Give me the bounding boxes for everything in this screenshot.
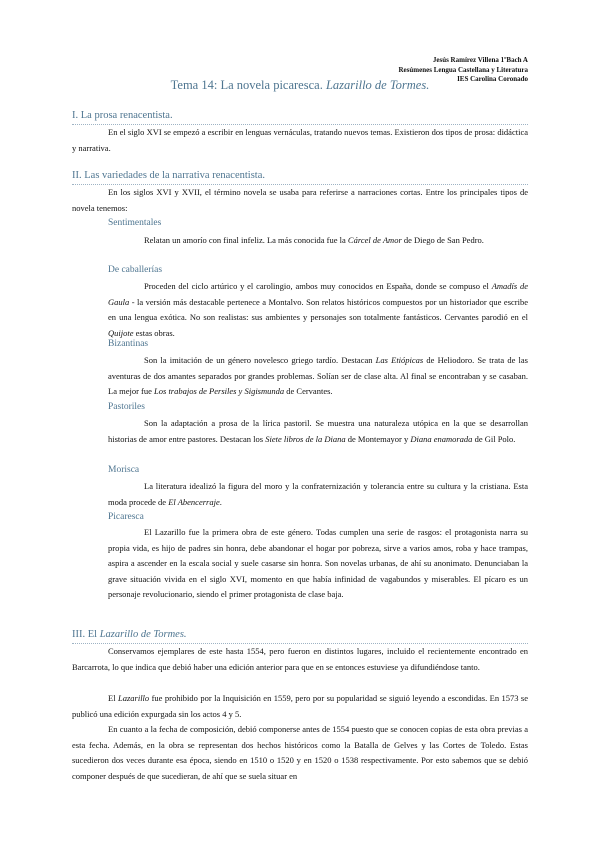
section-2-paragraph: En los siglos XVI y XVII, el término novela se usaba para referirse a narraciones cortas. Entre los principales tipos de novela tenemos: [72, 187, 528, 213]
subheading-picaresca: Picaresca [108, 512, 144, 522]
section-3-paragraph-2: El Lazarillo fue prohibido por la Inquisición en 1559, pero por su popularidad se siguió leyendo a escondidas. En 1573 se publicó una edición expurgada sin los actos 4 y 5. [72, 693, 528, 719]
section-3-paragraph-3: En cuanto a la fecha de composición, debió componerse antes de 1554 puesto que se conocen copias de esta obra previas a esta fecha. Además, en la obra se representan dos hechos históricos como la Batalla de Gelves y las Cortes de Toledo. Estas sucedieron dos veces durante esa época, siendo en 1510 o 1520 y en 1520 o 1538 respectivamente. Por esto sabemos que se debió componer después de que sucedieran, de ahí que se suela situar en [72, 724, 528, 781]
title-work: Lazarillo de Tormes. [325, 78, 430, 92]
title-main: Tema 14: La novela picaresca. [170, 78, 323, 92]
section-3-paragraph-1: Conservamos ejemplares de este hasta 1554, pero fueron en distintos lugares, incluido el recientemente encontrado en Barcarrota, lo que indica que debió haber una edición anterior para que en se entonces estuviese ya difundiéndose tanto. [72, 646, 528, 672]
header-school: IES Carolina Coronado [457, 75, 528, 83]
header-subject: Resúmenes Lengua Castellana y Literatura [398, 65, 528, 74]
section-1-heading: I. La prosa renacentista. [72, 110, 173, 121]
page-title [0, 78, 600, 93]
paragraph-sentimentales: Relatan un amorío con final infeliz. La más conocida fue la Cárcel de Amor de Diego de San Pedro. [144, 235, 484, 245]
paragraph-morisca: La literatura idealizó la figura del moro y la confraternización y tolerancia entre su cultura y la cristiana. Esta moda procede de El Abencerraje. [108, 481, 528, 507]
header-author: Jesús Ramírez Villena 1ºBach A [432, 56, 528, 64]
paragraph-pastoriles: Son la adaptación a prosa de la lírica pastoril. Se muestra una naturaleza utópica en la que se desarrollan historias de amor entre pastores. Destacan los Siete libros de la Diana de Montemayor y Diana enamorada de Gil Polo. [108, 418, 528, 444]
paragraph-bizantinas: Son la imitación de un género novelesco griego tardío. Destacan Las Etiópicas de Heliodoro. Se trata de las aventuras de dos amantes separados por grandes problemas. Solían ser de clase alta. Al final se encontraban y se casaban. La mejor fue Los trabajos de Persiles y Sigismunda de Cervantes. [108, 355, 528, 396]
section-2-heading: II. Las variedades de la narrativa renacentista. [72, 170, 265, 181]
subheading-caballerias: De caballerías [108, 265, 163, 275]
paragraph-caballerias: Proceden del ciclo artúrico y el carolingio, ambos muy conocidos en España, donde se compuso el Amadís de Gaula - la versión más destacable pertenece a Montalvo. Son relatos históricos compuestos por un historiador que escribe en una lengua exótica. No son realistas: sus ambientes y personajes son totalmente fantásticos. Cervantes parodió en el Quijote estas obras. [108, 281, 528, 338]
paragraph-picaresca: El Lazarillo fue la primera obra de este género. Todas cumplen una serie de rasgos: el protagonista narra su propia vida, es hijo de padres sin honra, debe abandonar el hogar por pobreza, sirve a varios amos, roba y hace trampas, aspira a ascender en la escala social y suele casarse sin honra. Son novelas urbanas, de ahí su anonimato. Denunciaban la grave situación vivida en el siglo XVI, momento en que había infinidad de vagabundos y miserables. El pícaro es un personaje revolucionario, siendo el primer protagonista de clase baja. [108, 527, 528, 599]
subheading-sentimentales: Sentimentales [108, 218, 162, 228]
subheading-morisca: Morisca [108, 465, 140, 475]
section-1-paragraph: En el siglo XVI se empezó a escribir en lenguas vernáculas, tratando nuevos temas. Existieron dos tipos de prosa: didáctica y narrativa. [72, 127, 528, 153]
subheading-pastoriles: Pastoriles [108, 402, 145, 412]
subheading-bizantinas: Bizantinas [108, 339, 149, 349]
section-3-heading: III. El Lazarillo de Tormes. [72, 629, 187, 640]
